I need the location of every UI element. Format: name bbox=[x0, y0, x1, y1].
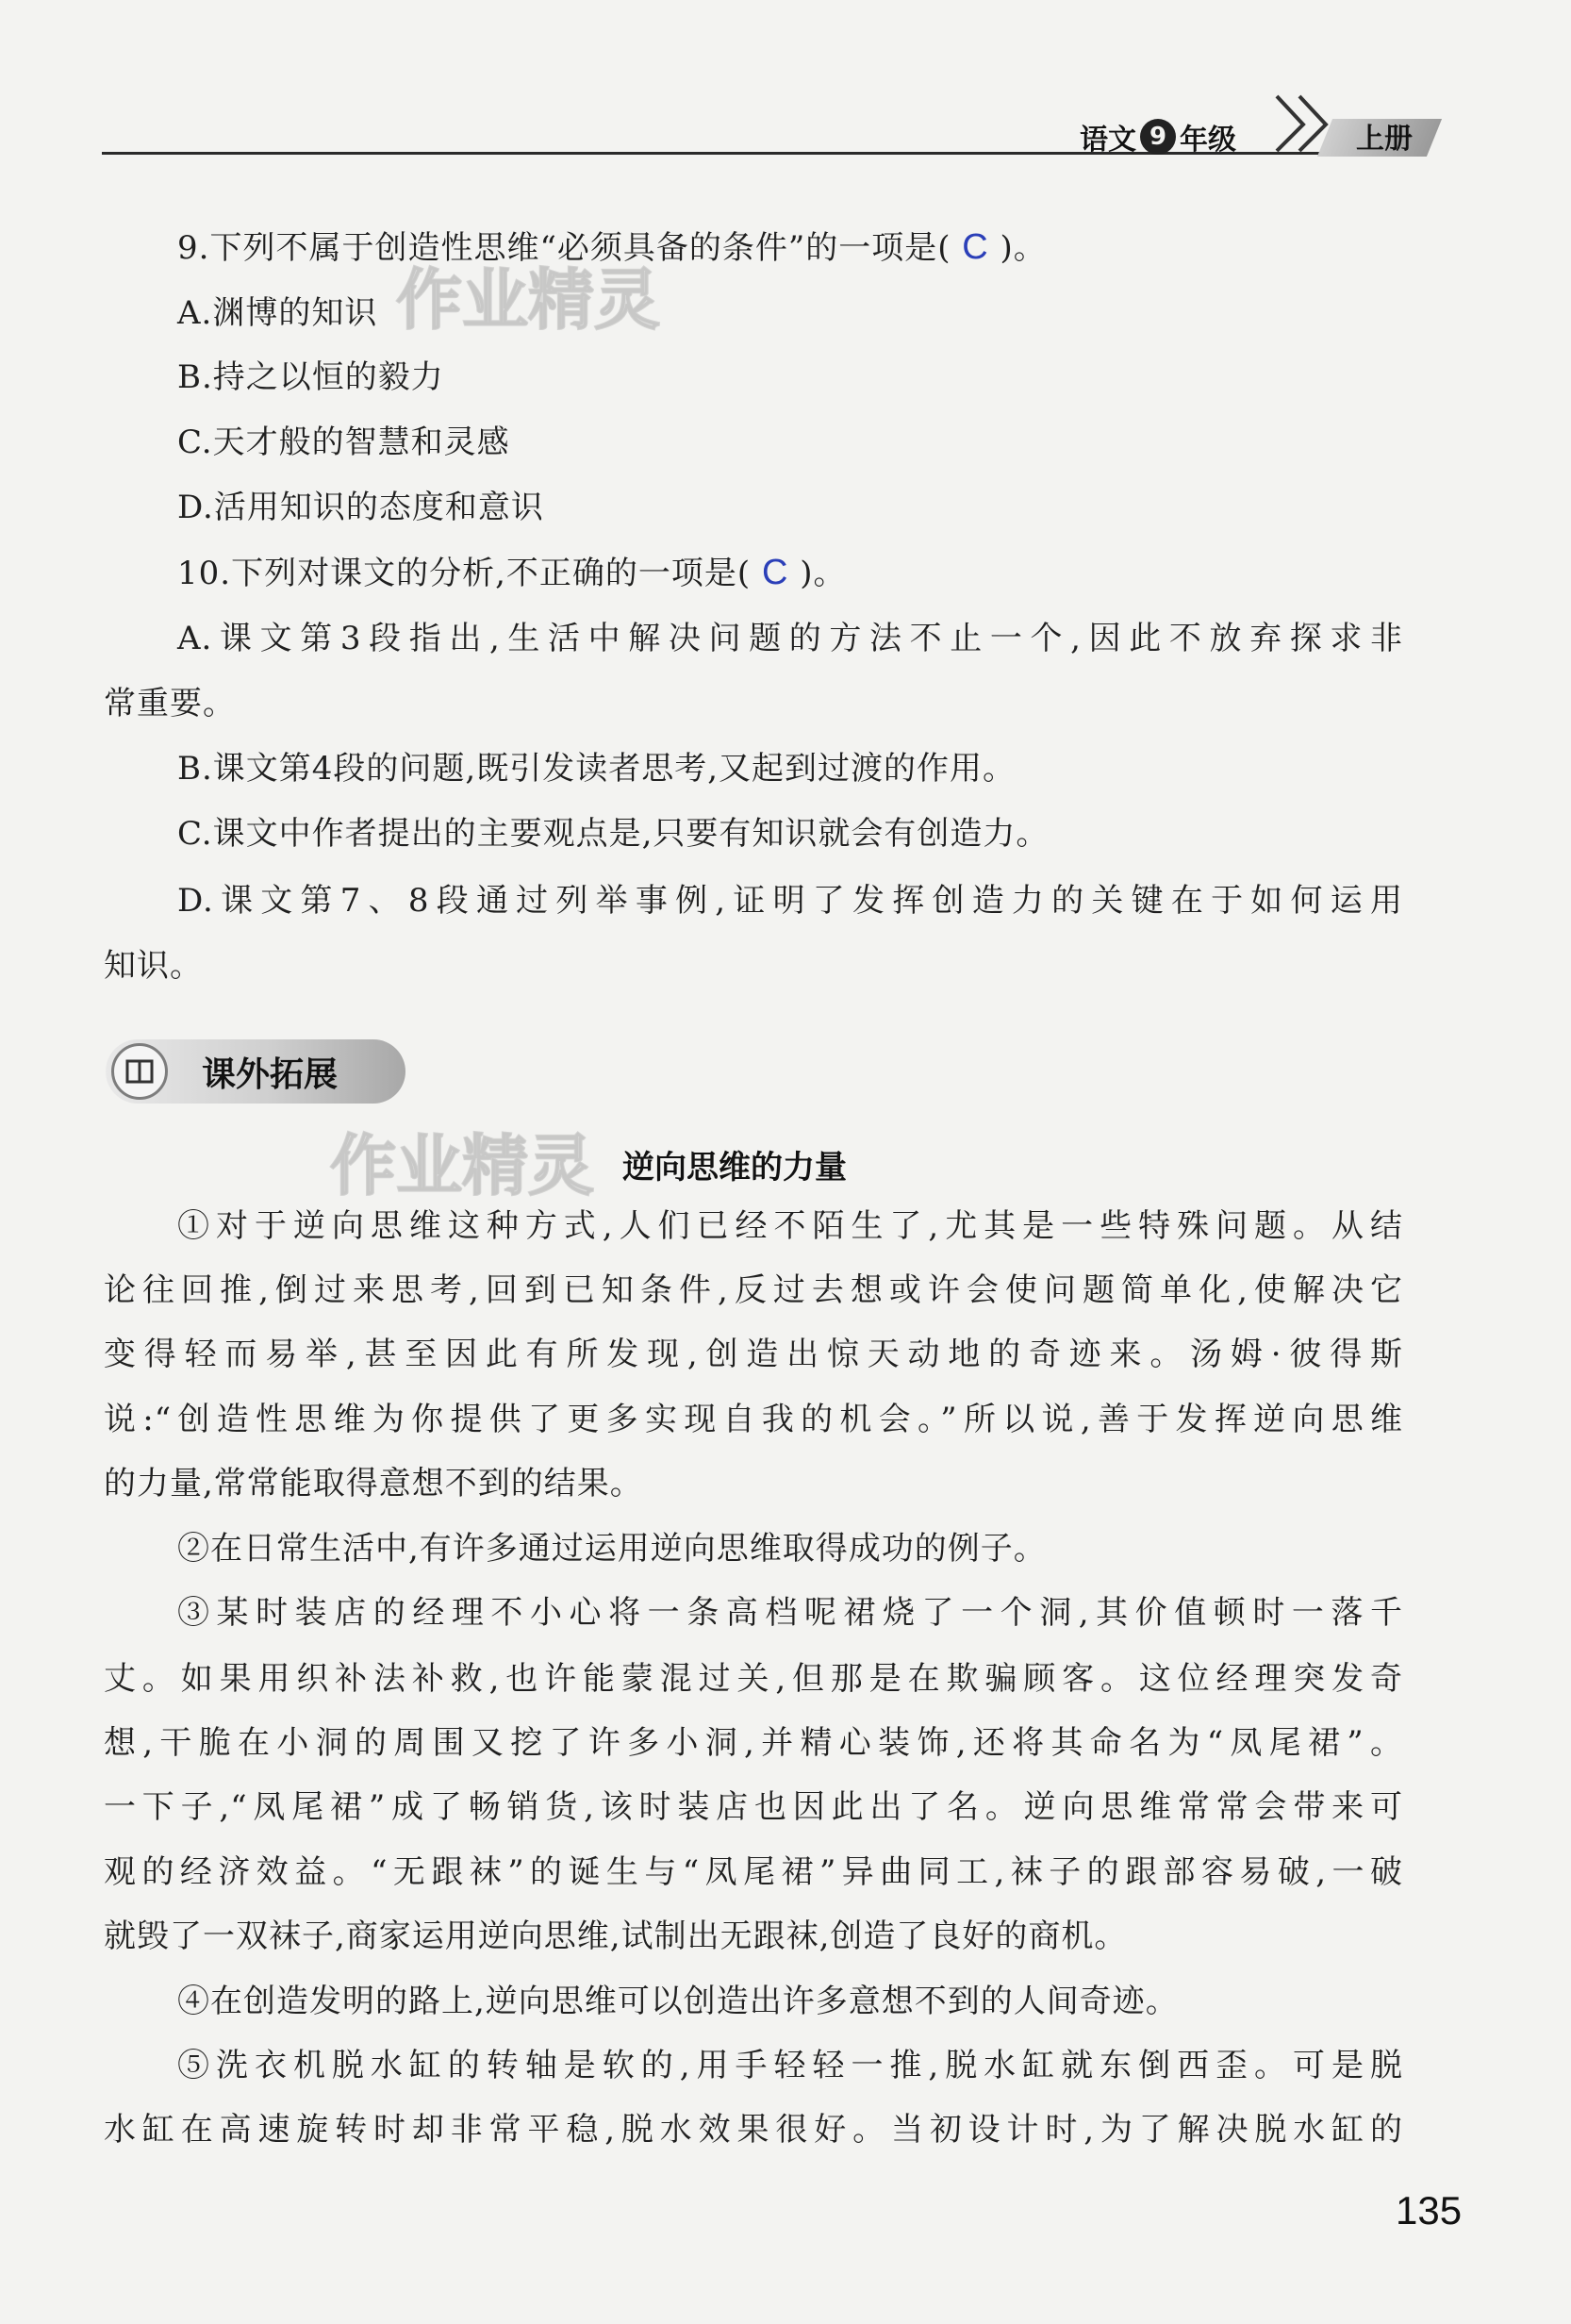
question-10-stem bbox=[177, 554, 847, 592]
grade-number-badge: 9 bbox=[1140, 119, 1176, 155]
subject-label: 语文 bbox=[1080, 124, 1136, 157]
article-line: 就毁了一双袜子,商家运用逆向思维,试制出无跟袜,创造了良好的商机。 bbox=[104, 1917, 1128, 1955]
question-10-answer: C bbox=[761, 553, 789, 592]
article-line: 水缸在高速旋转时却非常平稳,脱水效果很好。当初设计时,为了解决脱水缸的 bbox=[104, 2111, 1403, 2149]
question-9-option-a: A.渊博的知识 bbox=[177, 294, 378, 332]
question-10-stem-end: )。 bbox=[800, 555, 847, 592]
question-9-stem-end: )。 bbox=[1000, 229, 1047, 267]
question-10-option-a-line1: A.课文第3段指出,生活中解决问题的方法不止一个,因此不放弃探求非 bbox=[177, 620, 1403, 657]
question-10-option-d-line1: D.课文第7、8段通过列举事例,证明了发挥创造力的关键在于如何运用 bbox=[177, 882, 1403, 920]
article-line: 变得轻而易举,甚至因此有所发现,创造出惊天动地的奇迹来。汤姆·彼得斯 bbox=[104, 1336, 1403, 1373]
page-number: 135 bbox=[1396, 2188, 1463, 2233]
article-line: 丈。如果用织补法补救,也许能蒙混过关,但那是在欺骗顾客。这位经理突发奇 bbox=[104, 1660, 1403, 1698]
question-10-option-d-line2: 知识。 bbox=[104, 947, 203, 985]
article-line: 一下子,“凤尾裙”成了畅销货,该时装店也因此出了名。逆向思维常常会带来可 bbox=[104, 1788, 1403, 1826]
book-label bbox=[1080, 117, 1236, 157]
question-9-option-c: C.天才般的智慧和灵感 bbox=[177, 423, 510, 461]
article-line: 的力量,常常能取得意想不到的结果。 bbox=[104, 1465, 643, 1502]
question-9-stem-text: 9.下列不属于创造性思维“必须具备的条件”的一项是( bbox=[177, 229, 951, 267]
question-10-stem-text: 10.下列对课文的分析,不正确的一项是( bbox=[177, 555, 752, 592]
article-line: ②在日常生活中,有许多通过运用逆向思维取得成功的例子。 bbox=[177, 1530, 1047, 1568]
article-line: ①对于逆向思维这种方式,人们已经不陌生了,尤其是一些特殊问题。从结 bbox=[177, 1207, 1403, 1245]
article-line: 论往回推,倒过来思考,回到已知条件,反过去想或许会使问题简单化,使解决它 bbox=[104, 1271, 1403, 1309]
question-10-option-a-line2: 常重要。 bbox=[104, 685, 236, 722]
article-line: 说:“创造性思维为你提供了更多实现自我的机会。”所以说,善于发挥逆向思维 bbox=[104, 1401, 1403, 1438]
question-10-option-c: C.课文中作者提出的主要观点是,只要有知识就会有创造力。 bbox=[177, 815, 1050, 853]
question-10-option-b: B.课文第4段的问题,既引发读者思考,又起到过渡的作用。 bbox=[177, 750, 1017, 788]
question-9-option-b: B.持之以恒的毅力 bbox=[177, 358, 444, 396]
article-line: 观的经济效益。“无跟袜”的诞生与“凤尾裙”异曲同工,袜子的跟部容易破,一破 bbox=[104, 1853, 1403, 1891]
article-line: ⑤洗衣机脱水缸的转轴是软的,用手轻轻一推,脱水缸就东倒西歪。可是脱 bbox=[177, 2047, 1403, 2084]
question-9-option-d: D.活用知识的态度和意识 bbox=[177, 489, 544, 526]
watermark: 作业精灵 bbox=[396, 261, 660, 339]
section-title: 课外拓展 bbox=[202, 1054, 339, 1094]
article-title: 逆向思维的力量 bbox=[622, 1149, 847, 1187]
watermark: 作业精灵 bbox=[330, 1127, 594, 1204]
question-9-answer: C bbox=[962, 227, 989, 267]
article-line: ④在创造发明的路上,逆向思维可以创造出许多意想不到的人间奇迹。 bbox=[177, 1983, 1179, 2020]
article-line: 想,干脆在小洞的周围又挖了许多小洞,并精心装饰,还将其命名为“凤尾裙”。 bbox=[104, 1724, 1403, 1762]
volume-label: 上册 bbox=[1356, 123, 1413, 156]
book-icon bbox=[111, 1043, 168, 1100]
article-line: ③某时装店的经理不小心将一条高档呢裙烧了一个洞,其价值顿时一落千 bbox=[177, 1594, 1403, 1632]
grade-suffix-label: 年级 bbox=[1180, 124, 1236, 157]
